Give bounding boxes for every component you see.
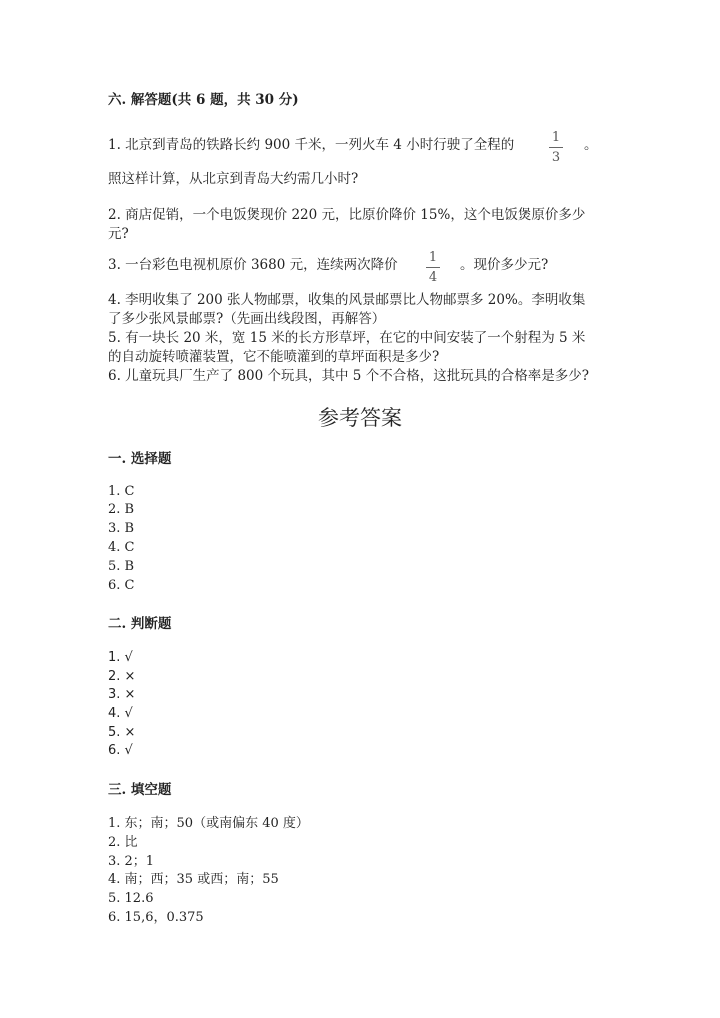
question-1-line2: 照这样计算，从北京到青岛大约需几小时? xyxy=(108,171,359,187)
fraction-numerator: 1 xyxy=(551,130,561,145)
answer-item: 1. 东；南；50（或南偏东 40 度） xyxy=(108,816,309,831)
answer-item: 1. √ xyxy=(108,650,133,665)
answer-item: 5. × xyxy=(108,725,136,740)
answer-item: 5. B xyxy=(108,559,135,574)
answer-item: 1. C xyxy=(108,484,135,499)
question-2-line1: 2. 商店促销，一个电饭煲现价 220 元，比原价降价 15%，这个电饭煲原价多少 xyxy=(108,207,586,223)
answer-item: 2. × xyxy=(108,669,136,684)
fraction-denominator: 4 xyxy=(428,270,438,285)
answer-item: 6. 15,6，0.375 xyxy=(108,910,204,925)
fraction-one-quarter xyxy=(425,250,441,285)
fraction-denominator: 3 xyxy=(551,150,561,165)
answer-item: 4. C xyxy=(108,540,135,555)
question-2-line2: 元? xyxy=(108,226,129,242)
answer-item: 6. √ xyxy=(108,743,133,758)
answers-title: 参考答案 xyxy=(318,406,402,430)
answer-item: 2. 比 xyxy=(108,835,138,850)
question-5-line2: 的自动旋转喷灌装置，它不能喷灌到的草坪面积是多少? xyxy=(108,349,440,365)
question-1-text: 1. 北京到青岛的铁路长约 900 千米，一列火车 4 小时行驶了全程的 xyxy=(108,137,515,153)
question-3-end: 。现价多少元? xyxy=(460,257,549,273)
answer-item: 3. B xyxy=(108,521,135,536)
fraction-one-third xyxy=(548,130,564,165)
answer-item: 3. × xyxy=(108,687,136,702)
answer-item: 5. 12.6 xyxy=(108,891,154,906)
answer-item: 2. B xyxy=(108,502,135,517)
answer-item: 4. 南；西；35 或西；南；55 xyxy=(108,872,279,887)
question-1-end: 。 xyxy=(584,137,598,153)
answer-item: 4. √ xyxy=(108,706,133,721)
answer-item: 3. 2；1 xyxy=(108,854,155,869)
question-4-line1: 4. 李明收集了 200 张人物邮票，收集的风景邮票比人物邮票多 20%。李明收集 xyxy=(108,292,586,308)
section-title: 六. 解答题(共 6 题，共 30 分) xyxy=(108,92,299,108)
question-4-line2: 了多少张风景邮票?（先画出线段图，再解答） xyxy=(108,311,386,327)
answers-section-2-title: 二. 判断题 xyxy=(108,616,172,632)
answers-section-3-title: 三. 填空题 xyxy=(108,782,172,798)
question-3-text: 3. 一台彩色电视机原价 3680 元，连续两次降价 xyxy=(108,257,398,273)
answer-item: 6. C xyxy=(108,578,135,593)
question-6-line1: 6. 儿童玩具厂生产了 800 个玩具，其中 5 个不合格，这批玩具的合格率是多少? xyxy=(108,368,589,384)
fraction-numerator: 1 xyxy=(428,250,438,265)
answers-section-1-title: 一. 选择题 xyxy=(108,451,172,467)
question-5-line1: 5. 有一块长 20 米，宽 15 米的长方形草坪，在它的中间安装了一个射程为 5 米 xyxy=(108,330,586,346)
